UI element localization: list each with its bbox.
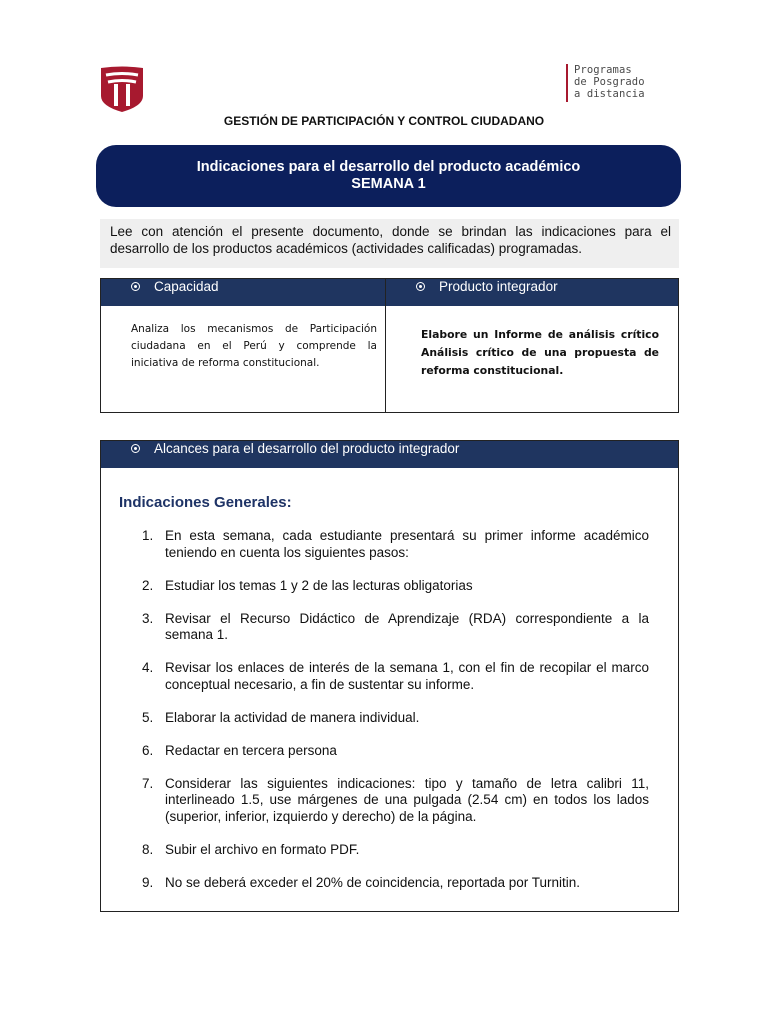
step-number: 2. [142,577,154,593]
scope-section [100,440,679,912]
radio-bullet-icon [131,282,140,291]
step-number: 4. [142,660,154,675]
step-number: 1. [142,528,154,543]
list-item [142,743,649,760]
step-text: Redactar en tercera persona [165,742,337,758]
header-cell-capacity [101,279,386,306]
list-item [142,875,649,892]
logo-line: a distancia [574,88,645,100]
step-text: Elaborar la actividad de manera individual. [165,709,420,725]
step-number: 5. [142,709,154,725]
list-item [142,776,649,826]
posgrado-logo [566,64,645,104]
step-text: Considerar las siguientes indicaciones: tipo y tamaño de letra calibri 11, interlineado 1.5, use márgenes de una pulgada (2.54 cm) en todos los lados (superior, inferior, izquierdo y derecho) de la página. [165,775,649,824]
instructions-banner [96,145,681,207]
step-text: En esta semana, cada estudiante presentará su primer informe académico teniendo en cuenta los siguientes pasos: [165,528,649,560]
step-text: No se deberá exceder el 20% de coincidencia, reportada por Turnitin. [165,874,580,890]
logo-divider [566,64,568,102]
step-text: Estudiar los temas 1 y 2 de las lecturas obligatorias [165,577,473,593]
general-indications-title: Indicaciones Generales: [119,494,292,511]
header-label: Producto integrador [439,279,558,294]
capacity-product-table [100,278,679,413]
banner-title: Indicaciones para el desarrollo del producto académico [196,159,581,175]
list-item [142,660,649,693]
list-item [142,611,649,644]
radio-bullet-icon [131,444,140,453]
step-number: 8. [142,841,154,857]
step-text: Revisar el Recurso Didáctico de Aprendizaje (RDA) correspondiente a la semana 1. [165,610,649,642]
university-crest-logo [100,66,144,112]
capacity-text: Analiza los mecanismos de Participación ciudadana en el Perú y comprende la iniciativa de reforma constitucional. [101,306,386,412]
step-text: Subir el archivo en formato PDF. [165,841,360,857]
course-title: GESTIÓN DE PARTICIPACIÓN Y CONTROL CIUDADANO [223,114,545,128]
step-number: 6. [142,742,154,758]
radio-bullet-icon [416,282,425,291]
banner-week: SEMANA 1 [351,176,426,192]
list-item [142,528,649,561]
table-body-row [101,306,678,412]
table-header-row [101,279,678,306]
steps-list [142,528,649,908]
posgrado-logo-text [574,64,645,104]
list-item [142,578,649,595]
scope-header-label: Alcances para el desarrollo del producto integrador [154,441,460,456]
header-label: Capacidad [154,279,219,294]
list-item [142,842,649,859]
product-text: Elabore un Informe de análisis crítico Análisis crítico de una propuesta de reforma constitucional. [421,328,659,377]
logo-line: Programas [574,64,632,76]
header-cell-product [386,279,678,306]
logo-line: de Posgrado [574,76,645,88]
intro-paragraph: Lee con atención el presente documento, donde se brindan las indicaciones para el desarrollo de los productos académicos (actividades calificadas) programadas. [100,219,679,268]
scope-header [101,441,678,468]
step-number: 9. [142,874,154,890]
list-item [142,710,649,727]
step-number: 3. [142,610,154,626]
step-text: Revisar los enlaces de interés de la semana 1, con el fin de recopilar el marco conceptual necesario, a fin de sustentar su informe. [165,660,649,692]
step-number: 7. [142,775,154,791]
